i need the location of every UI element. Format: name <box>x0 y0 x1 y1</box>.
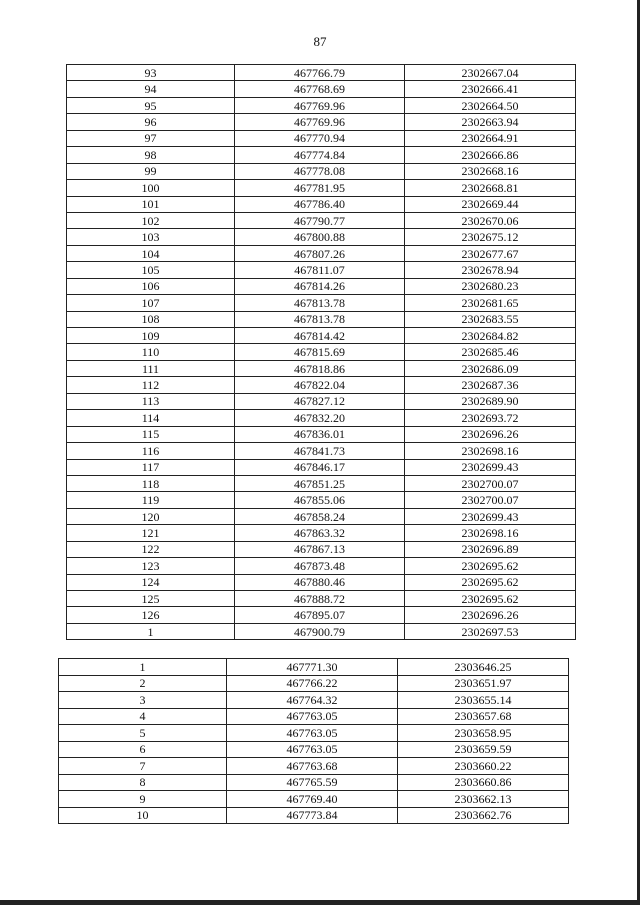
x-coordinate-cell: 467763.05 <box>227 708 398 725</box>
x-coordinate-cell: 467873.48 <box>235 558 405 574</box>
x-coordinate-cell: 467846.17 <box>235 459 405 475</box>
y-coordinate-cell: 2302687.36 <box>405 377 576 393</box>
y-coordinate-cell: 2302675.12 <box>405 229 576 245</box>
table-row <box>67 377 576 393</box>
table-row <box>67 180 576 196</box>
x-coordinate-cell: 467781.95 <box>235 180 405 196</box>
point-number-cell: 100 <box>67 180 235 196</box>
point-number-cell: 114 <box>67 410 235 426</box>
x-coordinate-cell: 467818.86 <box>235 360 405 376</box>
table-row <box>67 295 576 311</box>
y-coordinate-cell: 2302668.16 <box>405 163 576 179</box>
table-row <box>67 558 576 574</box>
table-row <box>59 791 569 808</box>
x-coordinate-cell: 467769.40 <box>227 791 398 808</box>
table-row <box>59 807 569 824</box>
y-coordinate-cell: 2302696.89 <box>405 541 576 557</box>
x-coordinate-cell: 467813.78 <box>235 295 405 311</box>
y-coordinate-cell: 2302689.90 <box>405 393 576 409</box>
y-coordinate-cell: 2302681.65 <box>405 295 576 311</box>
table-row <box>59 708 569 725</box>
table-row <box>67 360 576 376</box>
x-coordinate-cell: 467766.22 <box>227 675 398 692</box>
table-row <box>59 692 569 709</box>
point-number-cell: 126 <box>67 607 235 623</box>
table-row <box>67 328 576 344</box>
y-coordinate-cell: 2302680.23 <box>405 278 576 294</box>
table-row <box>67 443 576 459</box>
table-row <box>67 426 576 442</box>
x-coordinate-cell: 467778.08 <box>235 163 405 179</box>
x-coordinate-cell: 467895.07 <box>235 607 405 623</box>
x-coordinate-cell: 467836.01 <box>235 426 405 442</box>
x-coordinate-cell: 467769.96 <box>235 114 405 130</box>
y-coordinate-cell: 2302697.53 <box>405 623 576 639</box>
page-number: 87 <box>313 34 327 49</box>
x-coordinate-cell: 467900.79 <box>235 623 405 639</box>
y-coordinate-cell: 2302686.09 <box>405 360 576 376</box>
point-number-cell: 124 <box>67 574 235 590</box>
x-coordinate-cell: 467827.12 <box>235 393 405 409</box>
table-row <box>67 623 576 639</box>
x-coordinate-cell: 467769.96 <box>235 97 405 113</box>
y-coordinate-cell: 2302699.43 <box>405 508 576 524</box>
y-coordinate-cell: 2302693.72 <box>405 410 576 426</box>
table-row <box>59 675 569 692</box>
table-row <box>67 114 576 130</box>
y-coordinate-cell: 2303662.76 <box>398 807 569 824</box>
y-coordinate-cell: 2303651.97 <box>398 675 569 692</box>
table-row <box>67 607 576 623</box>
table-row <box>67 525 576 541</box>
point-number-cell: 121 <box>67 525 235 541</box>
coordinates-table-2 <box>58 658 569 824</box>
table-row <box>67 229 576 245</box>
y-coordinate-cell: 2302678.94 <box>405 262 576 278</box>
y-coordinate-cell: 2302670.06 <box>405 212 576 228</box>
y-coordinate-cell: 2302669.44 <box>405 196 576 212</box>
table-row <box>67 410 576 426</box>
table-row <box>67 311 576 327</box>
y-coordinate-cell: 2302696.26 <box>405 426 576 442</box>
point-number-cell: 118 <box>67 475 235 491</box>
x-coordinate-cell: 467814.42 <box>235 328 405 344</box>
table-row <box>67 130 576 146</box>
point-number-cell: 1 <box>67 623 235 639</box>
point-number-cell: 7 <box>59 758 227 775</box>
point-number-cell: 125 <box>67 591 235 607</box>
point-number-cell: 107 <box>67 295 235 311</box>
point-number-cell: 5 <box>59 725 227 742</box>
x-coordinate-cell: 467841.73 <box>235 443 405 459</box>
y-coordinate-cell: 2302684.82 <box>405 328 576 344</box>
coordinates-table-1 <box>66 64 576 640</box>
table-row <box>67 65 576 81</box>
table-row <box>59 774 569 791</box>
table-row <box>67 541 576 557</box>
y-coordinate-cell: 2302695.62 <box>405 558 576 574</box>
point-number-cell: 96 <box>67 114 235 130</box>
table-row <box>67 163 576 179</box>
y-coordinate-cell: 2303658.95 <box>398 725 569 742</box>
table-row <box>67 508 576 524</box>
x-coordinate-cell: 467858.24 <box>235 508 405 524</box>
x-coordinate-cell: 467786.40 <box>235 196 405 212</box>
point-number-cell: 123 <box>67 558 235 574</box>
point-number-cell: 6 <box>59 741 227 758</box>
table-row <box>67 344 576 360</box>
point-number-cell: 120 <box>67 508 235 524</box>
x-coordinate-cell: 467811.07 <box>235 262 405 278</box>
x-coordinate-cell: 467770.94 <box>235 130 405 146</box>
y-coordinate-cell: 2303659.59 <box>398 741 569 758</box>
point-number-cell: 2 <box>59 675 227 692</box>
point-number-cell: 102 <box>67 212 235 228</box>
x-coordinate-cell: 467813.78 <box>235 311 405 327</box>
point-number-cell: 108 <box>67 311 235 327</box>
table-row <box>59 741 569 758</box>
point-number-cell: 9 <box>59 791 227 808</box>
table-row <box>67 278 576 294</box>
x-coordinate-cell: 467763.05 <box>227 725 398 742</box>
y-coordinate-cell: 2302666.41 <box>405 81 576 97</box>
y-coordinate-cell: 2303646.25 <box>398 659 569 676</box>
x-coordinate-cell: 467832.20 <box>235 410 405 426</box>
point-number-cell: 94 <box>67 81 235 97</box>
y-coordinate-cell: 2302699.43 <box>405 459 576 475</box>
x-coordinate-cell: 467888.72 <box>235 591 405 607</box>
y-coordinate-cell: 2302664.91 <box>405 130 576 146</box>
table-row <box>59 725 569 742</box>
y-coordinate-cell: 2302666.86 <box>405 147 576 163</box>
point-number-cell: 95 <box>67 97 235 113</box>
table-row <box>67 492 576 508</box>
x-coordinate-cell: 467800.88 <box>235 229 405 245</box>
x-coordinate-cell: 467863.32 <box>235 525 405 541</box>
y-coordinate-cell: 2302696.26 <box>405 607 576 623</box>
table-row <box>59 659 569 676</box>
point-number-cell: 98 <box>67 147 235 163</box>
point-number-cell: 97 <box>67 130 235 146</box>
y-coordinate-cell: 2303660.86 <box>398 774 569 791</box>
y-coordinate-cell: 2302685.46 <box>405 344 576 360</box>
x-coordinate-cell: 467773.84 <box>227 807 398 824</box>
point-number-cell: 111 <box>67 360 235 376</box>
point-number-cell: 99 <box>67 163 235 179</box>
point-number-cell: 115 <box>67 426 235 442</box>
x-coordinate-cell: 467771.30 <box>227 659 398 676</box>
y-coordinate-cell: 2303662.13 <box>398 791 569 808</box>
y-coordinate-cell: 2302700.07 <box>405 475 576 491</box>
y-coordinate-cell: 2302677.67 <box>405 245 576 261</box>
table-row <box>59 758 569 775</box>
point-number-cell: 105 <box>67 262 235 278</box>
x-coordinate-cell: 467765.59 <box>227 774 398 791</box>
x-coordinate-cell: 467814.26 <box>235 278 405 294</box>
y-coordinate-cell: 2303655.14 <box>398 692 569 709</box>
point-number-cell: 117 <box>67 459 235 475</box>
point-number-cell: 1 <box>59 659 227 676</box>
x-coordinate-cell: 467766.79 <box>235 65 405 81</box>
y-coordinate-cell: 2302695.62 <box>405 574 576 590</box>
point-number-cell: 104 <box>67 245 235 261</box>
x-coordinate-cell: 467807.26 <box>235 245 405 261</box>
table-row <box>67 147 576 163</box>
x-coordinate-cell: 467880.46 <box>235 574 405 590</box>
point-number-cell: 101 <box>67 196 235 212</box>
point-number-cell: 8 <box>59 774 227 791</box>
x-coordinate-cell: 467851.25 <box>235 475 405 491</box>
table-row <box>67 393 576 409</box>
point-number-cell: 4 <box>59 708 227 725</box>
table-row <box>67 591 576 607</box>
x-coordinate-cell: 467763.68 <box>227 758 398 775</box>
point-number-cell: 116 <box>67 443 235 459</box>
y-coordinate-cell: 2302698.16 <box>405 443 576 459</box>
y-coordinate-cell: 2302664.50 <box>405 97 576 113</box>
table-row <box>67 196 576 212</box>
x-coordinate-cell: 467763.05 <box>227 741 398 758</box>
point-number-cell: 10 <box>59 807 227 824</box>
point-number-cell: 113 <box>67 393 235 409</box>
table-row <box>67 245 576 261</box>
table-row <box>67 459 576 475</box>
y-coordinate-cell: 2302683.55 <box>405 311 576 327</box>
x-coordinate-cell: 467764.32 <box>227 692 398 709</box>
y-coordinate-cell: 2303657.68 <box>398 708 569 725</box>
y-coordinate-cell: 2303660.22 <box>398 758 569 775</box>
point-number-cell: 103 <box>67 229 235 245</box>
table-row <box>67 574 576 590</box>
table-row <box>67 97 576 113</box>
x-coordinate-cell: 467855.06 <box>235 492 405 508</box>
table-row <box>67 475 576 491</box>
table-row <box>67 212 576 228</box>
x-coordinate-cell: 467774.84 <box>235 147 405 163</box>
table-row <box>67 262 576 278</box>
point-number-cell: 3 <box>59 692 227 709</box>
point-number-cell: 112 <box>67 377 235 393</box>
y-coordinate-cell: 2302698.16 <box>405 525 576 541</box>
point-number-cell: 109 <box>67 328 235 344</box>
y-coordinate-cell: 2302663.94 <box>405 114 576 130</box>
y-coordinate-cell: 2302700.07 <box>405 492 576 508</box>
x-coordinate-cell: 467768.69 <box>235 81 405 97</box>
y-coordinate-cell: 2302695.62 <box>405 591 576 607</box>
x-coordinate-cell: 467815.69 <box>235 344 405 360</box>
x-coordinate-cell: 467790.77 <box>235 212 405 228</box>
point-number-cell: 106 <box>67 278 235 294</box>
y-coordinate-cell: 2302668.81 <box>405 180 576 196</box>
y-coordinate-cell: 2302667.04 <box>405 65 576 81</box>
point-number-cell: 122 <box>67 541 235 557</box>
table-row <box>67 81 576 97</box>
x-coordinate-cell: 467822.04 <box>235 377 405 393</box>
x-coordinate-cell: 467867.13 <box>235 541 405 557</box>
scan-edge-bottom <box>0 900 640 905</box>
point-number-cell: 110 <box>67 344 235 360</box>
point-number-cell: 119 <box>67 492 235 508</box>
point-number-cell: 93 <box>67 65 235 81</box>
